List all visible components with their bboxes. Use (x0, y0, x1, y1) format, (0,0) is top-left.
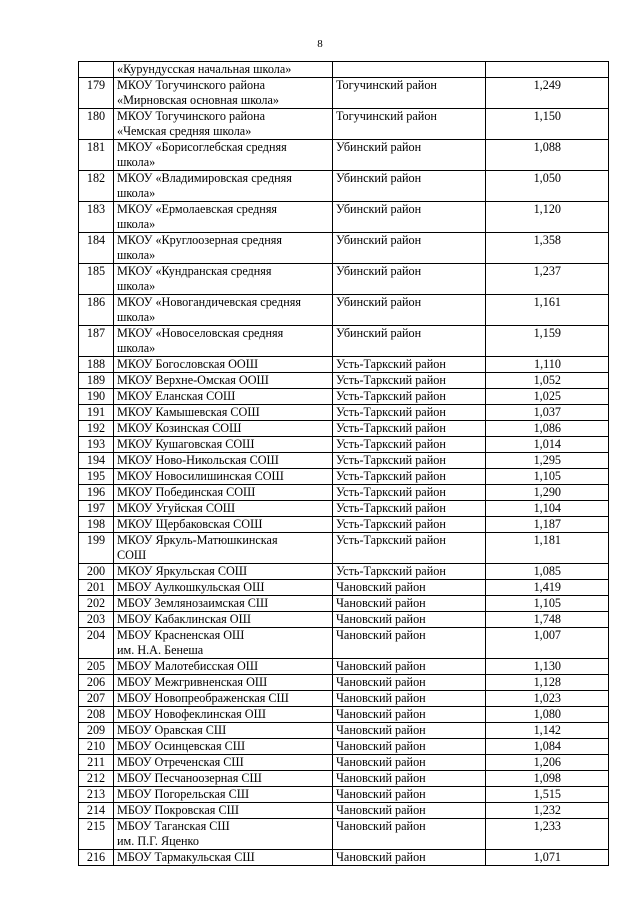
school-name-line: МБОУ Таганская СШ (117, 819, 230, 833)
row-number: 183 (79, 202, 114, 233)
row-number: 211 (79, 755, 114, 771)
coefficient-value: 1,748 (486, 612, 609, 628)
row-number: 198 (79, 517, 114, 533)
school-name (114, 771, 333, 787)
school-name (114, 453, 333, 469)
table-row (79, 501, 609, 517)
district: Усть-Таркский район (333, 533, 486, 564)
district: Чановский район (333, 612, 486, 628)
school-name (114, 202, 333, 233)
row-number: 212 (79, 771, 114, 787)
table-row (79, 628, 609, 659)
school-name-line: «Чемская средняя школа» (117, 124, 252, 138)
coefficient-value: 1,249 (486, 78, 609, 109)
district: Убинский район (333, 202, 486, 233)
district: Усть-Таркский район (333, 437, 486, 453)
row-number: 216 (79, 850, 114, 866)
school-name-line: школа» (117, 217, 156, 231)
coefficient-value: 1,419 (486, 580, 609, 596)
table-row (79, 755, 609, 771)
school-name-line: МКОУ Побединская СОШ (117, 485, 256, 499)
table-row (79, 596, 609, 612)
school-name-line: МКОУ Ново-Никольская СОШ (117, 453, 279, 467)
coefficient-value: 1,130 (486, 659, 609, 675)
district: Усть-Таркский район (333, 421, 486, 437)
table-row (79, 787, 609, 803)
school-name (114, 628, 333, 659)
district: Чановский район (333, 691, 486, 707)
table-row (79, 326, 609, 357)
school-name-line: «Курундусская начальная школа» (117, 62, 292, 76)
school-name-line: МКОУ «Новоселовская средняя (117, 326, 284, 340)
row-number: 208 (79, 707, 114, 723)
school-name (114, 517, 333, 533)
row-number: 185 (79, 264, 114, 295)
coefficient-value: 1,159 (486, 326, 609, 357)
school-name-line: МКОУ Верхне-Омская ООШ (117, 373, 269, 387)
school-name (114, 707, 333, 723)
coefficient-value: 1,088 (486, 140, 609, 171)
table-row (79, 580, 609, 596)
school-name (114, 723, 333, 739)
school-name (114, 564, 333, 580)
page-number: 8 (317, 38, 323, 50)
district: Чановский район (333, 659, 486, 675)
school-name-line: МКОУ Богословская ООШ (117, 357, 259, 371)
school-name (114, 485, 333, 501)
coefficient-value: 1,233 (486, 819, 609, 850)
row-number: 213 (79, 787, 114, 803)
coefficient-value: 1,085 (486, 564, 609, 580)
row-number: 192 (79, 421, 114, 437)
district: Убинский район (333, 140, 486, 171)
school-name-line: школа» (117, 279, 156, 293)
table-row (79, 202, 609, 233)
table-row (79, 233, 609, 264)
row-number: 206 (79, 675, 114, 691)
table-row (79, 264, 609, 295)
row-number: 202 (79, 596, 114, 612)
table-row (79, 612, 609, 628)
row-number: 207 (79, 691, 114, 707)
school-name-line: МКОУ Кушаговская СОШ (117, 437, 255, 451)
coefficient-value: 1,358 (486, 233, 609, 264)
row-number: 205 (79, 659, 114, 675)
row-number: 210 (79, 739, 114, 755)
table-row (79, 850, 609, 866)
district: Тогучинский район (333, 109, 486, 140)
district: Чановский район (333, 596, 486, 612)
table-row (79, 437, 609, 453)
district: Усть-Таркский район (333, 389, 486, 405)
district: Чановский район (333, 850, 486, 866)
school-name-line: МКОУ Угуйская СОШ (117, 501, 236, 515)
table-row (79, 739, 609, 755)
coefficient-value: 1,120 (486, 202, 609, 233)
coefficient-value: 1,007 (486, 628, 609, 659)
school-name-line: «Мирновская основная школа» (117, 93, 280, 107)
district (333, 62, 486, 78)
district: Усть-Таркский район (333, 485, 486, 501)
coefficient-value: 1,023 (486, 691, 609, 707)
district: Чановский район (333, 755, 486, 771)
school-name-line: школа» (117, 248, 156, 262)
district: Чановский район (333, 628, 486, 659)
row-number: 193 (79, 437, 114, 453)
district: Усть-Таркский район (333, 517, 486, 533)
school-name-line: МКОУ Новосилишинская СОШ (117, 469, 284, 483)
district: Чановский район (333, 707, 486, 723)
table-row (79, 675, 609, 691)
school-name-line: МКОУ «Кундранская средняя (117, 264, 272, 278)
district: Чановский район (333, 819, 486, 850)
table-row (79, 707, 609, 723)
school-name-line: МБОУ Малотебисская ОШ (117, 659, 259, 673)
school-name-line: МКОУ «Ермолаевская средняя (117, 202, 278, 216)
table-row (79, 659, 609, 675)
school-name-line: им. П.Г. Яценко (117, 834, 199, 848)
coefficient-value: 1,150 (486, 109, 609, 140)
row-number (79, 62, 114, 78)
coefficient-value: 1,052 (486, 373, 609, 389)
school-name-line: им. Н.А. Бенеша (117, 643, 204, 657)
school-name-line: МКОУ «Новогандичевская средняя (117, 295, 301, 309)
coefficient-value: 1,104 (486, 501, 609, 517)
school-name-line: МКОУ «Борисоглебская средняя (117, 140, 287, 154)
school-name (114, 405, 333, 421)
row-number: 209 (79, 723, 114, 739)
school-name-line: МКОУ Еланская СОШ (117, 389, 236, 403)
coefficient-value: 1,237 (486, 264, 609, 295)
coefficient-value: 1,050 (486, 171, 609, 202)
school-name (114, 78, 333, 109)
table-row (79, 295, 609, 326)
row-number: 181 (79, 140, 114, 171)
coefficient-value: 1,128 (486, 675, 609, 691)
table-body (79, 62, 609, 866)
row-number: 199 (79, 533, 114, 564)
row-number: 214 (79, 803, 114, 819)
district: Усть-Таркский район (333, 469, 486, 485)
row-number: 201 (79, 580, 114, 596)
school-name (114, 533, 333, 564)
school-name (114, 233, 333, 264)
school-name-line: МБОУ Отреченская СШ (117, 755, 244, 769)
school-name-line: СОШ (117, 548, 147, 562)
table-row (79, 691, 609, 707)
school-name (114, 501, 333, 517)
school-name-line: школа» (117, 155, 156, 169)
row-number: 184 (79, 233, 114, 264)
school-name-line: МБОУ Осинцевская СШ (117, 739, 246, 753)
school-name-line: школа» (117, 310, 156, 324)
district: Чановский район (333, 787, 486, 803)
table-row (79, 171, 609, 202)
school-name (114, 140, 333, 171)
table-row (79, 819, 609, 850)
school-name (114, 691, 333, 707)
school-name (114, 109, 333, 140)
row-number: 215 (79, 819, 114, 850)
table-row (79, 803, 609, 819)
schools-table (78, 61, 609, 866)
district: Усть-Таркский район (333, 501, 486, 517)
school-name (114, 755, 333, 771)
table-row (79, 485, 609, 501)
coefficient-value: 1,295 (486, 453, 609, 469)
school-name (114, 596, 333, 612)
district: Усть-Таркский район (333, 357, 486, 373)
coefficient-value: 1,025 (486, 389, 609, 405)
school-name-line: МБОУ Песчаноозерная СШ (117, 771, 262, 785)
school-name (114, 580, 333, 596)
district: Чановский район (333, 580, 486, 596)
district: Чановский район (333, 739, 486, 755)
school-name (114, 389, 333, 405)
coefficient-value: 1,071 (486, 850, 609, 866)
coefficient-value: 1,232 (486, 803, 609, 819)
school-name (114, 803, 333, 819)
row-number: 182 (79, 171, 114, 202)
row-number: 194 (79, 453, 114, 469)
coefficient-value: 1,181 (486, 533, 609, 564)
coefficient-value: 1,161 (486, 295, 609, 326)
school-name (114, 421, 333, 437)
school-name (114, 659, 333, 675)
table-row (79, 469, 609, 485)
school-name (114, 62, 333, 78)
school-name-line: МБОУ Новофеклинская ОШ (117, 707, 266, 721)
table-row (79, 453, 609, 469)
school-name-line: МКОУ Камышевская СОШ (117, 405, 260, 419)
district: Убинский район (333, 171, 486, 202)
table-row (79, 564, 609, 580)
school-name-line: МКОУ «Владимировская средняя (117, 171, 292, 185)
school-name (114, 171, 333, 202)
school-name-line: МБОУ Покровская СШ (117, 803, 239, 817)
school-name (114, 357, 333, 373)
school-name-line: МБОУ Кабаклинская ОШ (117, 612, 251, 626)
school-name (114, 819, 333, 850)
table-row (79, 723, 609, 739)
table-row (79, 78, 609, 109)
row-number: 179 (79, 78, 114, 109)
district: Чановский район (333, 771, 486, 787)
row-number: 195 (79, 469, 114, 485)
school-name (114, 675, 333, 691)
school-name-line: МКОУ Яркульская СОШ (117, 564, 248, 578)
school-name (114, 437, 333, 453)
district: Убинский район (333, 233, 486, 264)
school-name-line: МБОУ Межгривненская ОШ (117, 675, 268, 689)
row-number: 197 (79, 501, 114, 517)
school-name-line: школа» (117, 186, 156, 200)
district: Усть-Таркский район (333, 453, 486, 469)
coefficient-value: 1,142 (486, 723, 609, 739)
table-row (79, 389, 609, 405)
school-name-line: МБОУ Новопреображенская СШ (117, 691, 289, 705)
row-number: 190 (79, 389, 114, 405)
school-name (114, 326, 333, 357)
school-name-line: МКОУ Щербаковская СОШ (117, 517, 263, 531)
table-row (79, 62, 609, 78)
district: Усть-Таркский район (333, 405, 486, 421)
school-name-line: МБОУ Красненская ОШ (117, 628, 245, 642)
school-name-line: МБОУ Аулкошкульская ОШ (117, 580, 265, 594)
school-name-line: МБОУ Землянозаимская СШ (117, 596, 269, 610)
coefficient-value: 1,110 (486, 357, 609, 373)
school-name (114, 850, 333, 866)
district: Убинский район (333, 264, 486, 295)
coefficient-value: 1,037 (486, 405, 609, 421)
coefficient-value: 1,080 (486, 707, 609, 723)
school-name (114, 295, 333, 326)
table-row (79, 373, 609, 389)
table-row (79, 357, 609, 373)
school-name-line: МКОУ Тогучинского района (117, 78, 266, 92)
table-row (79, 517, 609, 533)
coefficient-value: 1,105 (486, 469, 609, 485)
coefficient-value: 1,290 (486, 485, 609, 501)
row-number: 180 (79, 109, 114, 140)
school-name-line: школа» (117, 341, 156, 355)
school-name (114, 264, 333, 295)
row-number: 186 (79, 295, 114, 326)
row-number: 196 (79, 485, 114, 501)
row-number: 191 (79, 405, 114, 421)
row-number: 187 (79, 326, 114, 357)
row-number: 200 (79, 564, 114, 580)
school-name-line: МКОУ Тогучинского района (117, 109, 266, 123)
coefficient-value: 1,098 (486, 771, 609, 787)
district: Чановский район (333, 803, 486, 819)
coefficient-value: 1,105 (486, 596, 609, 612)
coefficient-value: 1,084 (486, 739, 609, 755)
table-row (79, 771, 609, 787)
row-number: 203 (79, 612, 114, 628)
row-number: 189 (79, 373, 114, 389)
coefficient-value (486, 62, 609, 78)
school-name-line: МКОУ «Круглоозерная средняя (117, 233, 282, 247)
school-name-line: МКОУ Яркуль-Матюшкинская (117, 533, 278, 547)
row-number: 188 (79, 357, 114, 373)
table-row (79, 140, 609, 171)
school-name-line: МКОУ Козинская СОШ (117, 421, 242, 435)
coefficient-value: 1,086 (486, 421, 609, 437)
row-number: 204 (79, 628, 114, 659)
district: Усть-Таркский район (333, 564, 486, 580)
district: Усть-Таркский район (333, 373, 486, 389)
school-name (114, 373, 333, 389)
table-row (79, 405, 609, 421)
school-name-line: МБОУ Оравская СШ (117, 723, 227, 737)
school-name (114, 739, 333, 755)
school-name (114, 469, 333, 485)
district: Чановский район (333, 675, 486, 691)
school-name (114, 787, 333, 803)
table-row (79, 533, 609, 564)
coefficient-value: 1,014 (486, 437, 609, 453)
coefficient-value: 1,206 (486, 755, 609, 771)
district: Убинский район (333, 326, 486, 357)
school-name (114, 612, 333, 628)
school-name-line: МБОУ Тармакульская СШ (117, 850, 255, 864)
district: Чановский район (333, 723, 486, 739)
district: Тогучинский район (333, 78, 486, 109)
table-row (79, 109, 609, 140)
coefficient-value: 1,515 (486, 787, 609, 803)
school-name-line: МБОУ Погорельская СШ (117, 787, 250, 801)
table-row (79, 421, 609, 437)
district: Убинский район (333, 295, 486, 326)
coefficient-value: 1,187 (486, 517, 609, 533)
